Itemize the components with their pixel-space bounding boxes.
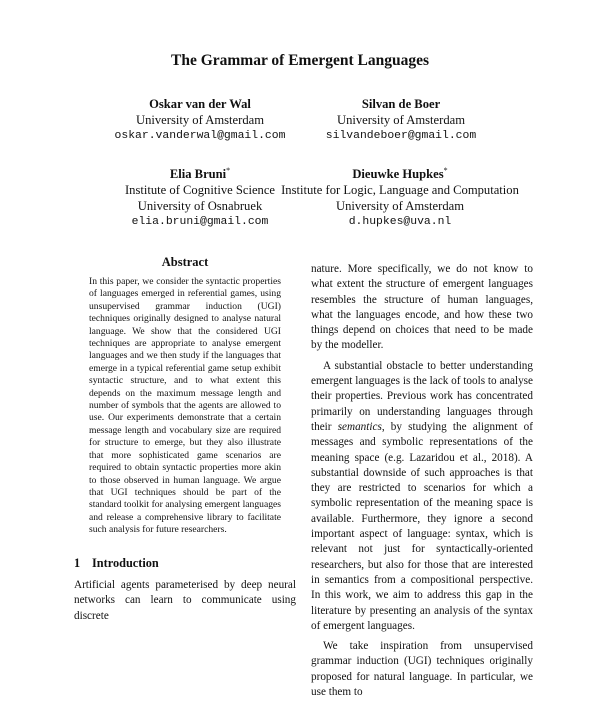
abstract-text: In this paper, we consider the syntactic properties of languages emerged in referential games, using unsupervised grammar induction (UGI) techniques originally designed to analyse natural language. We show that the considered UGI techniques are appropriate to analyse emergent languages and we then study if the languages that emerge in a typical referential game setup exhibit syntactic structure, and to what extent this depends on the maximum message length and number of symbols that the agents are allowed to use. Our experiments demonstrate that a certain message length and vocabulary size are required for structure to emerge, but they also illustrate that more sophisticated game scenarios are required to obtain syntactic properties more akin to those observed in human language. We argue that UGI techniques should be part of the standard toolkit for analysing emergent languages and release a comprehensive library to facilitate such analysis for future researchers. [89, 276, 281, 536]
intro-paragraph: Artificial agents parameterised by deep neural networks can learn to communicate using discrete [74, 579, 296, 622]
section-heading [74, 556, 159, 571]
paper-title: The Grammar of Emergent Languages [170, 52, 430, 69]
body-paragraph: A substantial obstacle to better understanding emergent languages is the lack of tools to analyse their properties. Previous work has concentrated primarily on understanding languages through their semantics, by studying the alignment of messages and symbolic representations of the meaning space (e.g. Lazaridou et al., 2018). A substantial downside of such approaches is that they are restricted to scenarios for which a symbolic representation of the meaning space is available. Furthermore, they ignore a second important aspect of language: syntax, which is relevant not just for syntactically-oriented researchers, but also for those that are interested in semantics from a compositional perspective. In this work, we aim to address this gap in the literature by presenting an analysis of the syntax of emergent languages. [311, 359, 533, 632]
author-affiliation: Institute of Cognitive Science [124, 183, 276, 198]
right-column [311, 262, 533, 705]
author-name: Oskar van der Wal [149, 97, 251, 112]
author-block [271, 93, 531, 144]
author-name: Elia Bruni* [169, 166, 231, 182]
emphasis-text: semantics [337, 420, 382, 433]
body-paragraph: We take inspiration from unsupervised grammar induction (UGI) techniques originally proposed for natural language. In particular, we use them to [311, 640, 533, 699]
author-email: oskar.vanderwal@gmail.com [114, 130, 286, 143]
author-email: d.hupkes@uva.nl [348, 216, 452, 229]
author-name: Dieuwke Hupkes* [352, 166, 448, 182]
author-affiliation-2: University of Osnabruek [137, 199, 263, 214]
body-paragraph: nature. More specifically, we do not know to what extent the structure of emergent languages resembles the structure of human languages, what the languages encode, and how these two things depend on choices that need to be made by the modeller. [311, 263, 533, 352]
section-title: Introduction [92, 556, 159, 570]
section-number: 1 [74, 556, 81, 570]
author-name: Silvan de Boer [361, 97, 441, 112]
author-email: elia.bruni@gmail.com [131, 216, 269, 229]
author-affiliation-2: University of Amsterdam [335, 199, 464, 214]
author-block [250, 163, 550, 230]
author-affiliation: University of Amsterdam [336, 113, 465, 128]
abstract-heading: Abstract [161, 255, 209, 269]
author-affiliation: University of Amsterdam [135, 113, 264, 128]
author-affiliation: Institute for Logic, Language and Computation [281, 183, 519, 198]
author-email: silvandeboer@gmail.com [325, 130, 477, 143]
